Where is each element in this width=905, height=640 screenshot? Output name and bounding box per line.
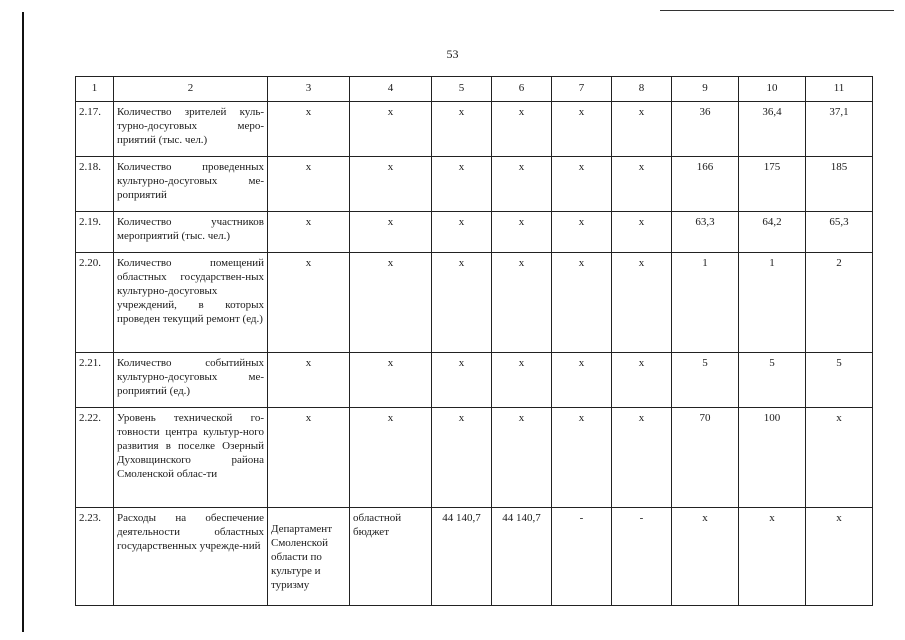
cell-col9: 1 xyxy=(672,253,739,353)
row-description: Количество помещений областных государствен-ных культурно-досуговых учреждений, в которых проведен текущий ремонт (ед.) xyxy=(114,253,268,353)
cell-col11: 37,1 xyxy=(806,102,873,157)
cell-col7: х xyxy=(552,157,612,212)
header-cell: 8 xyxy=(612,77,672,102)
cell-col7: х xyxy=(552,353,612,408)
cell-col4: х xyxy=(350,408,432,508)
row-description: Расходы на обеспечение деятельности областных государственных учрежде-ний xyxy=(114,508,268,606)
row-number: 2.23. xyxy=(76,508,114,606)
indicators-table xyxy=(75,76,873,606)
row-number: 2.20. xyxy=(76,253,114,353)
page-number: 53 xyxy=(446,47,459,61)
cell-col9: 166 xyxy=(672,157,739,212)
cell-col5: х xyxy=(432,212,492,253)
row-number: 2.21. xyxy=(76,353,114,408)
header-cell: 6 xyxy=(492,77,552,102)
table-row xyxy=(76,253,873,353)
cell-col11: х xyxy=(806,408,873,508)
cell-col9: 70 xyxy=(672,408,739,508)
row-number: 2.19. xyxy=(76,212,114,253)
row-description: Количество зрителей куль-турно-досуговых меро-приятий (тыс. чел.) xyxy=(114,102,268,157)
cell-col6: х xyxy=(492,157,552,212)
cell-col4: х xyxy=(350,212,432,253)
header-cell: 2 xyxy=(114,77,268,102)
row-number: 2.18. xyxy=(76,157,114,212)
cell-col6: х xyxy=(492,253,552,353)
row-description: Количество проведенных культурно-досуговых ме-роприятий xyxy=(114,157,268,212)
table-row xyxy=(76,102,873,157)
cell-col10: 100 xyxy=(739,408,806,508)
cell-col5: х xyxy=(432,353,492,408)
header-cell: 3 xyxy=(268,77,350,102)
cell-col11: 5 xyxy=(806,353,873,408)
cell-col4: х xyxy=(350,353,432,408)
cell-col11: х xyxy=(806,508,873,606)
cell-col8: х xyxy=(612,408,672,508)
cell-col10: 175 xyxy=(739,157,806,212)
cell-col9: 63,3 xyxy=(672,212,739,253)
header-cell: 7 xyxy=(552,77,612,102)
cell-col8: х xyxy=(612,157,672,212)
cell-col10: 5 xyxy=(739,353,806,408)
cell-col3: Департамент Смоленской области по культуре и туризму xyxy=(268,508,350,606)
cell-col11: 2 xyxy=(806,253,873,353)
cell-col8: х xyxy=(612,253,672,353)
cell-col4: х xyxy=(350,253,432,353)
cell-col3: х xyxy=(268,253,350,353)
cell-col9: 5 xyxy=(672,353,739,408)
cell-col4: х xyxy=(350,102,432,157)
cell-col3: х xyxy=(268,408,350,508)
top-rule-line xyxy=(660,10,894,11)
cell-col8: х xyxy=(612,212,672,253)
left-margin-line xyxy=(22,12,24,632)
cell-col8: х xyxy=(612,102,672,157)
cell-col11: 185 xyxy=(806,157,873,212)
cell-col10: 36,4 xyxy=(739,102,806,157)
table-header-row xyxy=(76,77,873,102)
table-row xyxy=(76,408,873,508)
cell-col9: 36 xyxy=(672,102,739,157)
cell-col3: х xyxy=(268,353,350,408)
cell-col5: х xyxy=(432,253,492,353)
header-cell: 11 xyxy=(806,77,873,102)
row-description: Уровень технической го-товности центра культур-ного развития в поселке Озерный Духовщинского района Смоленской облас-ти xyxy=(114,408,268,508)
cell-col7: х xyxy=(552,408,612,508)
cell-col10: х xyxy=(739,508,806,606)
row-number: 2.17. xyxy=(76,102,114,157)
cell-col5: 44 140,7 xyxy=(432,508,492,606)
cell-col5: х xyxy=(432,102,492,157)
cell-col7: х xyxy=(552,102,612,157)
cell-col5: х xyxy=(432,157,492,212)
table-row xyxy=(76,157,873,212)
cell-col5: х xyxy=(432,408,492,508)
cell-col7: - xyxy=(552,508,612,606)
table-row xyxy=(76,353,873,408)
cell-col10: 64,2 xyxy=(739,212,806,253)
header-cell: 10 xyxy=(739,77,806,102)
cell-col6: х xyxy=(492,102,552,157)
cell-col6: х xyxy=(492,408,552,508)
cell-col6: 44 140,7 xyxy=(492,508,552,606)
cell-col7: х xyxy=(552,253,612,353)
table-row xyxy=(76,212,873,253)
cell-col6: х xyxy=(492,212,552,253)
header-cell: 1 xyxy=(76,77,114,102)
header-cell: 4 xyxy=(350,77,432,102)
row-description: Количество участников мероприятий (тыс. чел.) xyxy=(114,212,268,253)
cell-col9: х xyxy=(672,508,739,606)
cell-col8: х xyxy=(612,353,672,408)
cell-col3: х xyxy=(268,212,350,253)
cell-col10: 1 xyxy=(739,253,806,353)
cell-col4: х xyxy=(350,157,432,212)
cell-col7: х xyxy=(552,212,612,253)
header-cell: 9 xyxy=(672,77,739,102)
cell-col8: - xyxy=(612,508,672,606)
cell-col3: х xyxy=(268,102,350,157)
row-number: 2.22. xyxy=(76,408,114,508)
header-cell: 5 xyxy=(432,77,492,102)
cell-col11: 65,3 xyxy=(806,212,873,253)
row-description: Количество событийных культурно-досуговых ме-роприятий (ед.) xyxy=(114,353,268,408)
table-row xyxy=(76,508,873,606)
cell-col6: х xyxy=(492,353,552,408)
cell-col4: областной бюджет xyxy=(350,508,432,606)
cell-col3: х xyxy=(268,157,350,212)
